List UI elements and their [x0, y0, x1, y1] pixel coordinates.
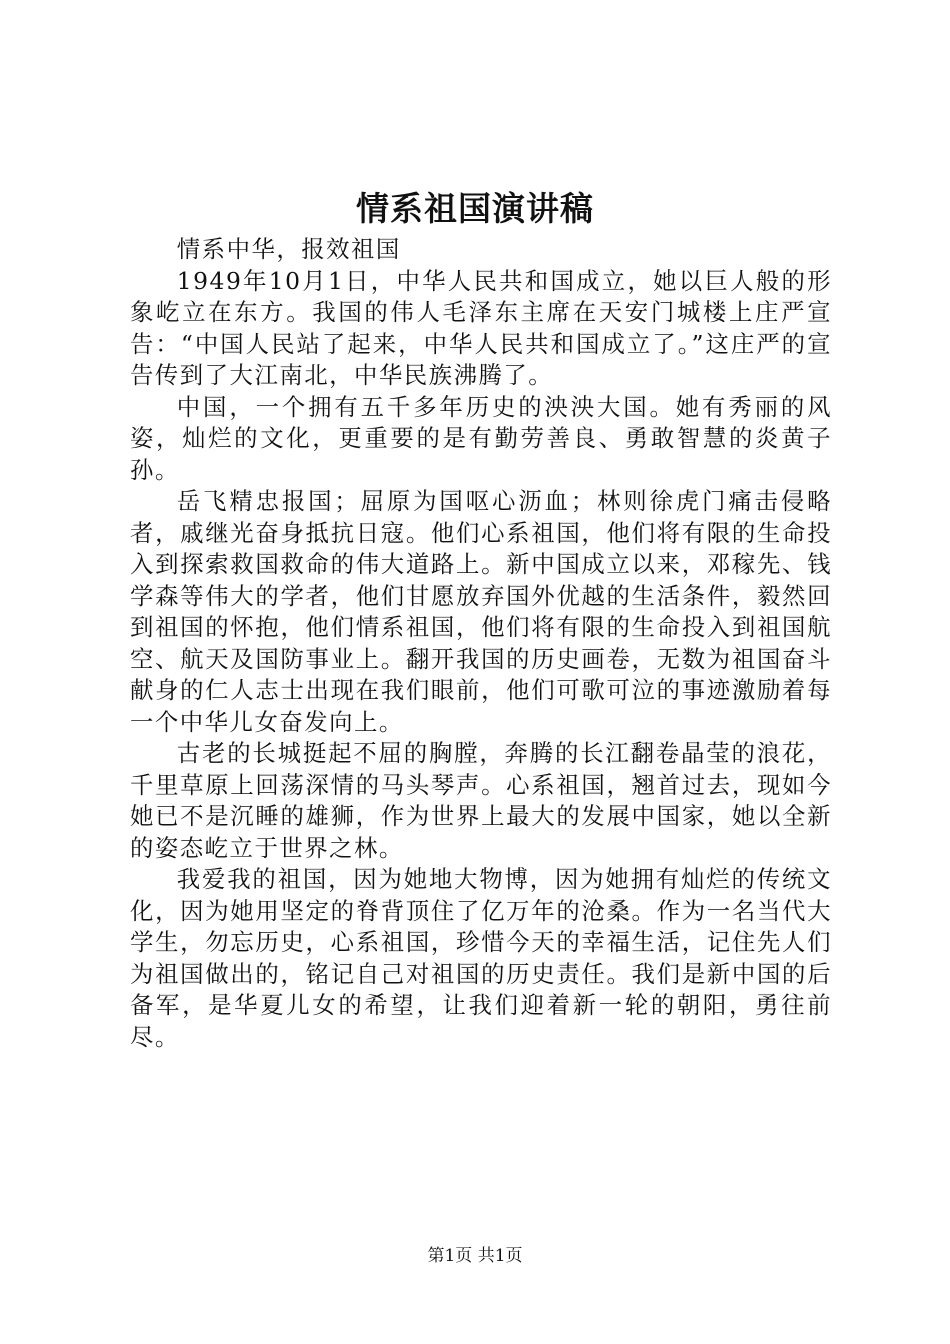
paragraph: 岳飞精忠报国；屈原为国呕心沥血；林则徐虎门痛击侵略者，戚继光奋身抵抗日寇。他们心系祖国，他们将有限的生命投入到探索救国救命的伟大道路上。新中国成立以来，邓稼先、钱学森等伟大的学者，他们甘愿放弃国外优越的生活条件，毅然回到祖国的怀抱，他们情系祖国，他们将有限的生命投入到祖国航空、航天及国防事业上。翻开我国的历史画卷，无数为祖国奋斗献身的仁人志士出现在我们眼前，他们可歌可泣的事迹激励着每一个中华儿女奋发向上。: [130, 487, 832, 736]
paragraph-subtitle: 情系中华，报效祖国: [176, 235, 401, 263]
paragraph: 我爱我的祖国，因为她地大物博，因为她拥有灿烂的传统文化，因为她用坚定的脊背顶住了亿万年的沧桑。作为一名当代大学生，勿忘历史，心系祖国，珍惜今天的幸福生活，记住先人们为祖国做出的，铭记自己对祖国的历史责任。我们是新中国的后备军，是华夏儿女的希望，让我们迎着新一轮的朝阳，勇往前尽。: [130, 865, 832, 1051]
paragraph: 古老的长城挺起不屈的胸膛，奔腾的长江翻卷晶莹的浪花，千里草原上回荡深情的马头琴声。心系祖国，翘首过去，现如今她已不是沉睡的雄狮，作为世界上最大的发展中国家，她以全新的姿态屹立于世界之林。: [130, 739, 832, 862]
paragraph: 中国，一个拥有五千多年历史的泱泱大国。她有秀丽的风姿，灿烂的文化，更重要的是有勤劳善良、勇敢智慧的炎黄子孙。: [130, 392, 832, 484]
document-title: 情系祖国演讲稿: [356, 189, 594, 228]
page-footer: 第1页 共1页: [427, 1246, 523, 1266]
paragraph: 1949年10月1日，中华人民共和国成立，她以巨人般的形象屹立在东方。我国的伟人毛泽东主席在天安门城楼上庄严宣告：“中国人民站了起来，中华人民共和国成立了。”这庄严的宣告传到了大江南北，中华民族沸腾了。: [130, 266, 832, 389]
document-body: [130, 234, 832, 1053]
